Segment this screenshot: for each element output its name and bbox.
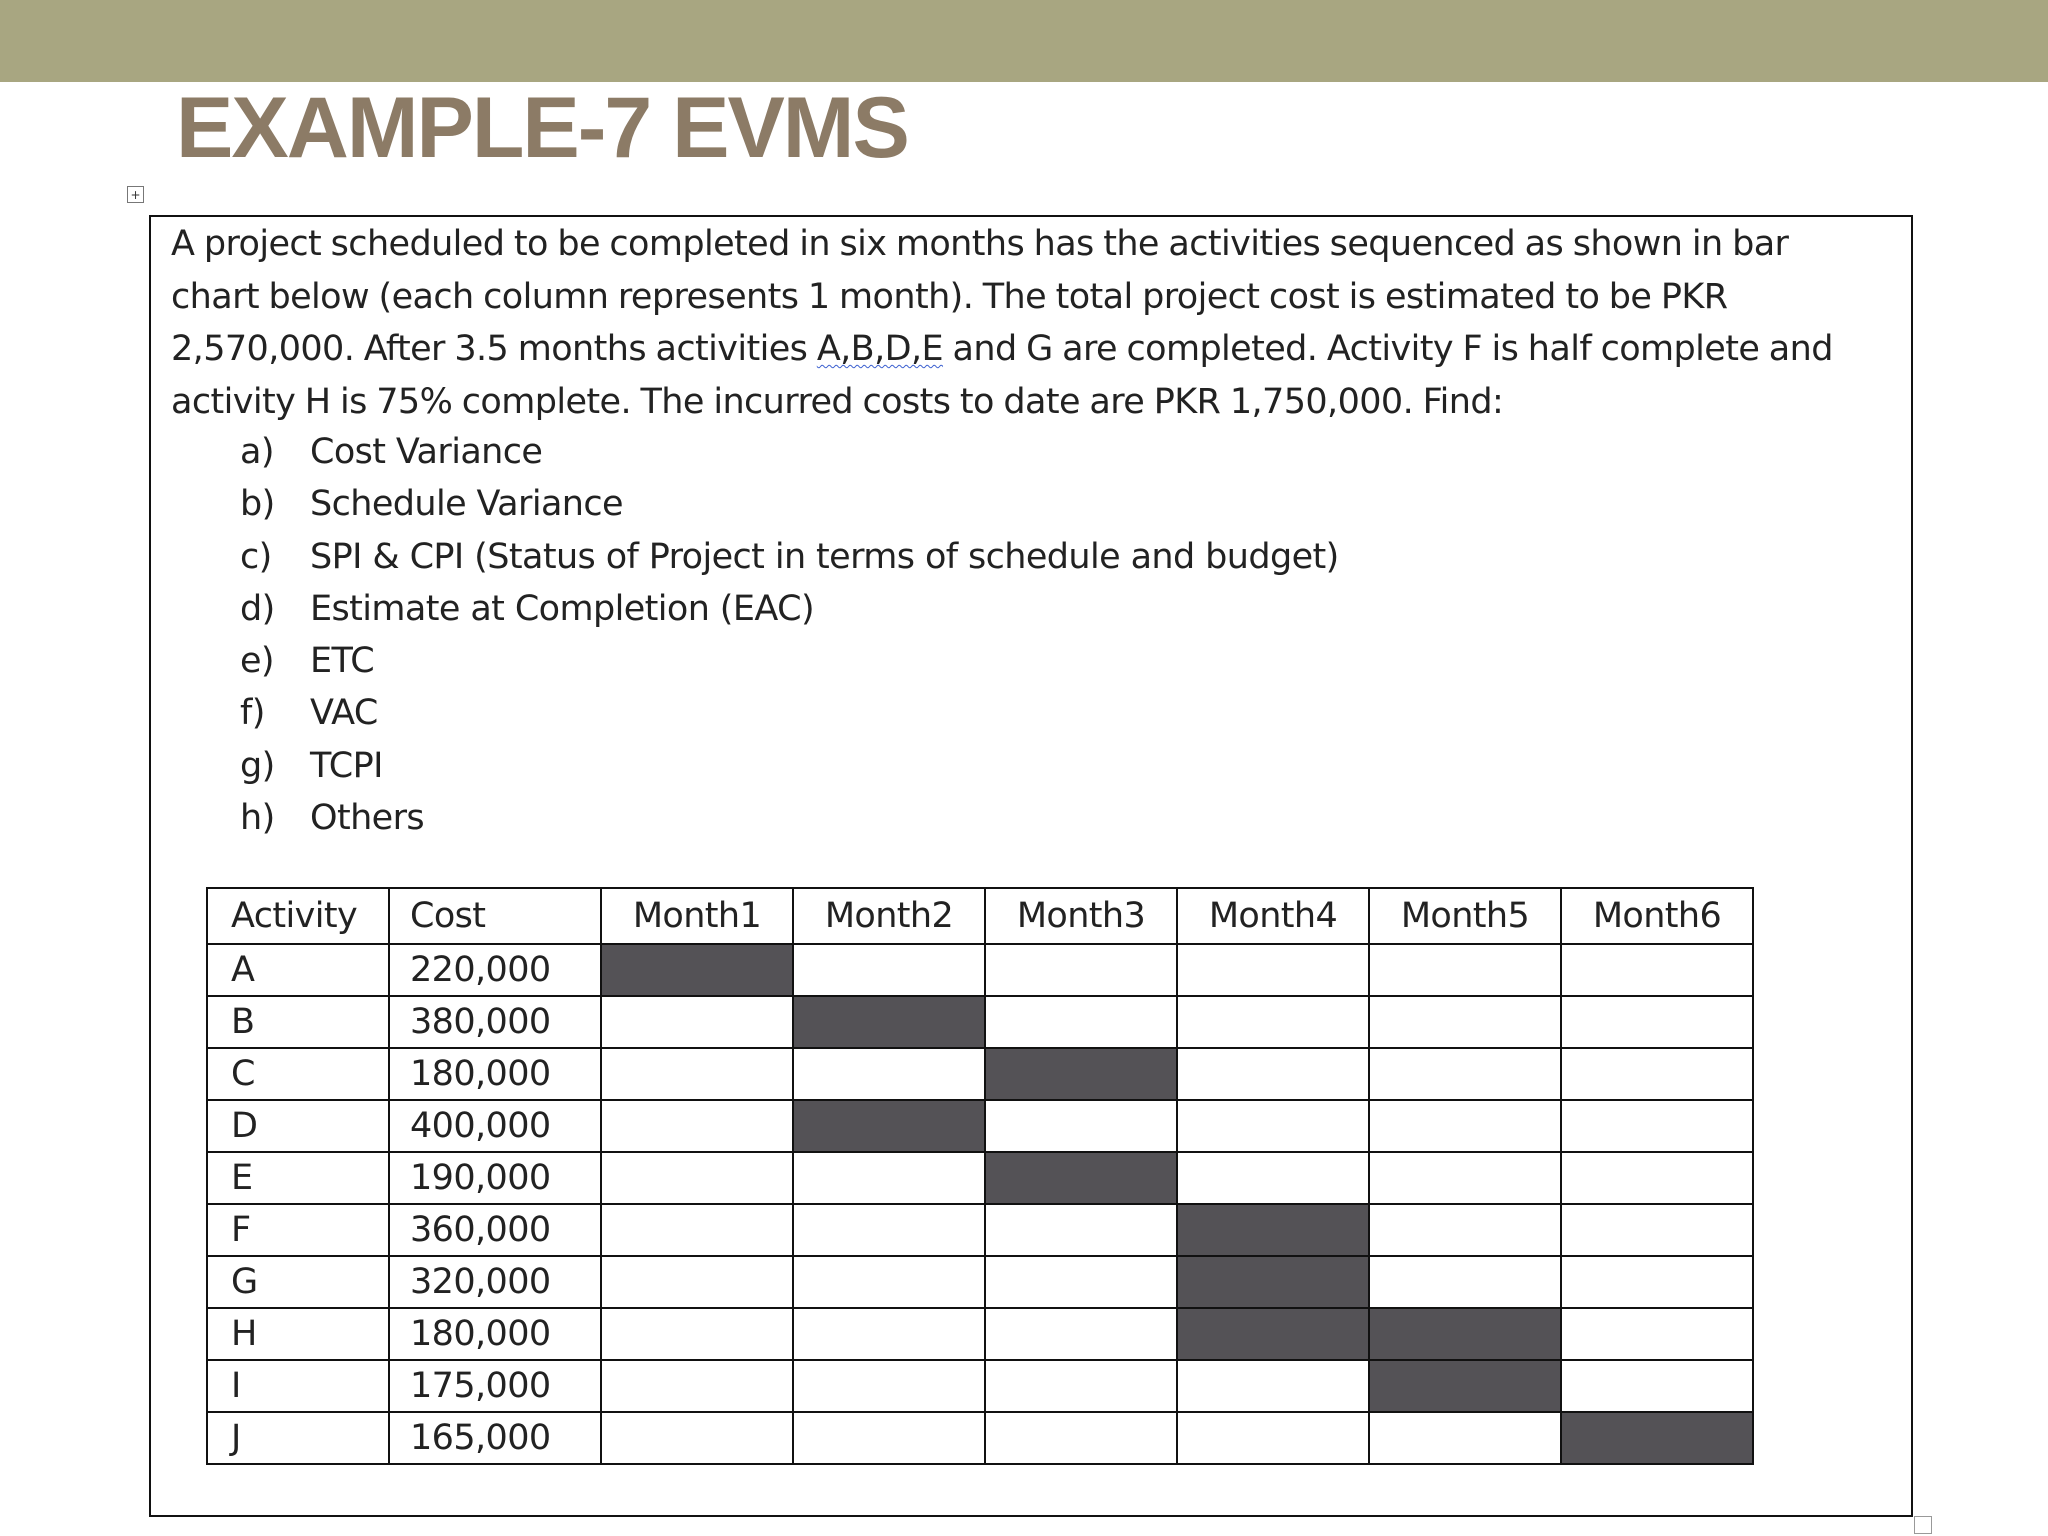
activity-cell: F bbox=[207, 1204, 389, 1256]
scheduled-bar-cell bbox=[1561, 1412, 1753, 1464]
table-row bbox=[207, 1100, 1753, 1152]
empty-month-cell bbox=[793, 1152, 985, 1204]
empty-month-cell bbox=[793, 1412, 985, 1464]
question-text: Cost Variance bbox=[310, 432, 543, 472]
question-text: SPI & CPI (Status of Project in terms of schedule and budget) bbox=[310, 536, 1339, 577]
cost-cell: 380,000 bbox=[389, 996, 601, 1048]
column-header-month: Month5 bbox=[1369, 888, 1561, 944]
cost-cell: 180,000 bbox=[389, 1308, 601, 1360]
column-header-month: Month2 bbox=[793, 888, 985, 944]
cost-cell: 400,000 bbox=[389, 1100, 601, 1152]
question-list bbox=[240, 426, 1339, 844]
empty-month-cell bbox=[1177, 944, 1369, 996]
empty-month-cell bbox=[1177, 1360, 1369, 1412]
empty-month-cell bbox=[1561, 1308, 1753, 1360]
question-letter: e) bbox=[240, 641, 274, 682]
empty-month-cell bbox=[1177, 1152, 1369, 1204]
column-header-month: Month4 bbox=[1177, 888, 1369, 944]
table-row bbox=[207, 944, 1753, 996]
cost-cell: 175,000 bbox=[389, 1360, 601, 1412]
column-header-cost: Cost bbox=[389, 888, 601, 944]
resize-handle-icon[interactable] bbox=[1914, 1516, 1932, 1534]
table-body bbox=[207, 944, 1753, 1464]
cost-cell: 360,000 bbox=[389, 1204, 601, 1256]
activity-cell: G bbox=[207, 1256, 389, 1308]
empty-month-cell bbox=[793, 1048, 985, 1100]
empty-month-cell bbox=[601, 1412, 793, 1464]
empty-month-cell bbox=[1177, 1100, 1369, 1152]
activity-schedule-table bbox=[206, 887, 1754, 1465]
question-item bbox=[240, 426, 1339, 478]
activity-cell: B bbox=[207, 996, 389, 1048]
question-letter: f) bbox=[240, 693, 265, 734]
empty-month-cell bbox=[601, 1256, 793, 1308]
question-letter: g) bbox=[240, 745, 275, 786]
empty-month-cell bbox=[601, 1204, 793, 1256]
cost-cell: 190,000 bbox=[389, 1152, 601, 1204]
header-band bbox=[0, 0, 2048, 82]
scheduled-bar-cell bbox=[793, 996, 985, 1048]
table-row bbox=[207, 1360, 1753, 1412]
table-move-handle-icon[interactable]: + bbox=[127, 186, 144, 203]
empty-month-cell bbox=[1369, 1152, 1561, 1204]
cost-cell: 165,000 bbox=[389, 1412, 601, 1464]
activity-cell: E bbox=[207, 1152, 389, 1204]
empty-month-cell bbox=[601, 1308, 793, 1360]
empty-month-cell bbox=[793, 1256, 985, 1308]
question-text: Schedule Variance bbox=[310, 484, 623, 525]
activity-cell: D bbox=[207, 1100, 389, 1152]
empty-month-cell bbox=[1369, 1100, 1561, 1152]
empty-month-cell bbox=[985, 1204, 1177, 1256]
empty-month-cell bbox=[985, 1100, 1177, 1152]
problem-line: chart below (each column represents 1 month). The total project cost is estimated to be PKR bbox=[171, 276, 1728, 317]
question-letter: b) bbox=[240, 484, 275, 525]
empty-month-cell bbox=[601, 1100, 793, 1152]
activity-cell: C bbox=[207, 1048, 389, 1100]
question-text: ETC bbox=[310, 641, 375, 682]
empty-month-cell bbox=[985, 944, 1177, 996]
column-header-month: Month6 bbox=[1561, 888, 1753, 944]
problem-line: A project scheduled to be completed in six months has the activities sequenced as shown in bar bbox=[171, 224, 1789, 264]
column-header-activity: Activity bbox=[207, 888, 389, 944]
problem-statement bbox=[171, 218, 1891, 428]
empty-month-cell bbox=[985, 996, 1177, 1048]
table-header-row bbox=[207, 888, 1753, 944]
empty-month-cell bbox=[1177, 996, 1369, 1048]
question-letter: h) bbox=[240, 798, 275, 839]
empty-month-cell bbox=[1561, 1204, 1753, 1256]
empty-month-cell bbox=[1369, 996, 1561, 1048]
question-letter: c) bbox=[240, 536, 272, 577]
cost-cell: 180,000 bbox=[389, 1048, 601, 1100]
empty-month-cell bbox=[793, 944, 985, 996]
empty-month-cell bbox=[1369, 1204, 1561, 1256]
slide-title: EXAMPLE-7 EVMS bbox=[176, 80, 908, 176]
table-row bbox=[207, 1152, 1753, 1204]
empty-month-cell bbox=[601, 1152, 793, 1204]
cost-cell: 320,000 bbox=[389, 1256, 601, 1308]
problem-line: activity H is 75% complete. The incurred costs to date are PKR 1,750,000. Find: bbox=[171, 381, 1504, 422]
question-letter: a) bbox=[240, 432, 274, 472]
empty-month-cell bbox=[1369, 1256, 1561, 1308]
empty-month-cell bbox=[1369, 1412, 1561, 1464]
question-item bbox=[240, 583, 1339, 635]
empty-month-cell bbox=[1369, 1048, 1561, 1100]
scheduled-bar-cell bbox=[1177, 1204, 1369, 1256]
question-text: Others bbox=[310, 798, 425, 839]
table-row bbox=[207, 1048, 1753, 1100]
question-item bbox=[240, 687, 1339, 739]
column-header-month: Month3 bbox=[985, 888, 1177, 944]
empty-month-cell bbox=[601, 1048, 793, 1100]
empty-month-cell bbox=[1561, 1360, 1753, 1412]
scheduled-bar-cell bbox=[985, 1152, 1177, 1204]
empty-month-cell bbox=[985, 1412, 1177, 1464]
problem-text: and G are completed. Activity F is half complete and bbox=[943, 329, 1833, 369]
question-item bbox=[240, 740, 1339, 792]
empty-month-cell bbox=[985, 1256, 1177, 1308]
empty-month-cell bbox=[1369, 944, 1561, 996]
table-row bbox=[207, 1204, 1753, 1256]
empty-month-cell bbox=[793, 1360, 985, 1412]
scheduled-bar-cell bbox=[793, 1100, 985, 1152]
scheduled-bar-cell bbox=[1369, 1308, 1561, 1360]
empty-month-cell bbox=[793, 1204, 985, 1256]
empty-month-cell bbox=[1561, 1100, 1753, 1152]
column-header-month: Month1 bbox=[601, 888, 793, 944]
question-item bbox=[240, 478, 1339, 530]
question-letter: d) bbox=[240, 588, 275, 629]
table-row bbox=[207, 1308, 1753, 1360]
empty-month-cell bbox=[601, 996, 793, 1048]
table-row bbox=[207, 996, 1753, 1048]
question-item bbox=[240, 635, 1339, 687]
empty-month-cell bbox=[1561, 1152, 1753, 1204]
empty-month-cell bbox=[1561, 1256, 1753, 1308]
empty-month-cell bbox=[1561, 944, 1753, 996]
activity-cell: H bbox=[207, 1308, 389, 1360]
activity-cell: I bbox=[207, 1360, 389, 1412]
empty-month-cell bbox=[985, 1360, 1177, 1412]
scheduled-bar-cell bbox=[1177, 1308, 1369, 1360]
question-text: TCPI bbox=[310, 745, 383, 786]
empty-month-cell bbox=[1561, 996, 1753, 1048]
activity-cell: A bbox=[207, 944, 389, 996]
question-text: Estimate at Completion (EAC) bbox=[310, 588, 814, 629]
spellcheck-underlined-text: A,B,D,E bbox=[816, 329, 944, 369]
problem-text: 2,570,000. After 3.5 months activities bbox=[171, 329, 817, 369]
empty-month-cell bbox=[985, 1308, 1177, 1360]
scheduled-bar-cell bbox=[601, 944, 793, 996]
empty-month-cell bbox=[601, 1360, 793, 1412]
empty-month-cell bbox=[1177, 1412, 1369, 1464]
scheduled-bar-cell bbox=[985, 1048, 1177, 1100]
table-row bbox=[207, 1256, 1753, 1308]
question-item bbox=[240, 792, 1339, 844]
table-row bbox=[207, 1412, 1753, 1464]
scheduled-bar-cell bbox=[1369, 1360, 1561, 1412]
empty-month-cell bbox=[793, 1308, 985, 1360]
problem-line bbox=[171, 323, 1891, 376]
cost-cell: 220,000 bbox=[389, 944, 601, 996]
empty-month-cell bbox=[1561, 1048, 1753, 1100]
question-text: VAC bbox=[310, 693, 378, 734]
scheduled-bar-cell bbox=[1177, 1256, 1369, 1308]
empty-month-cell bbox=[1177, 1048, 1369, 1100]
question-item bbox=[240, 531, 1339, 583]
activity-cell: J bbox=[207, 1412, 389, 1464]
